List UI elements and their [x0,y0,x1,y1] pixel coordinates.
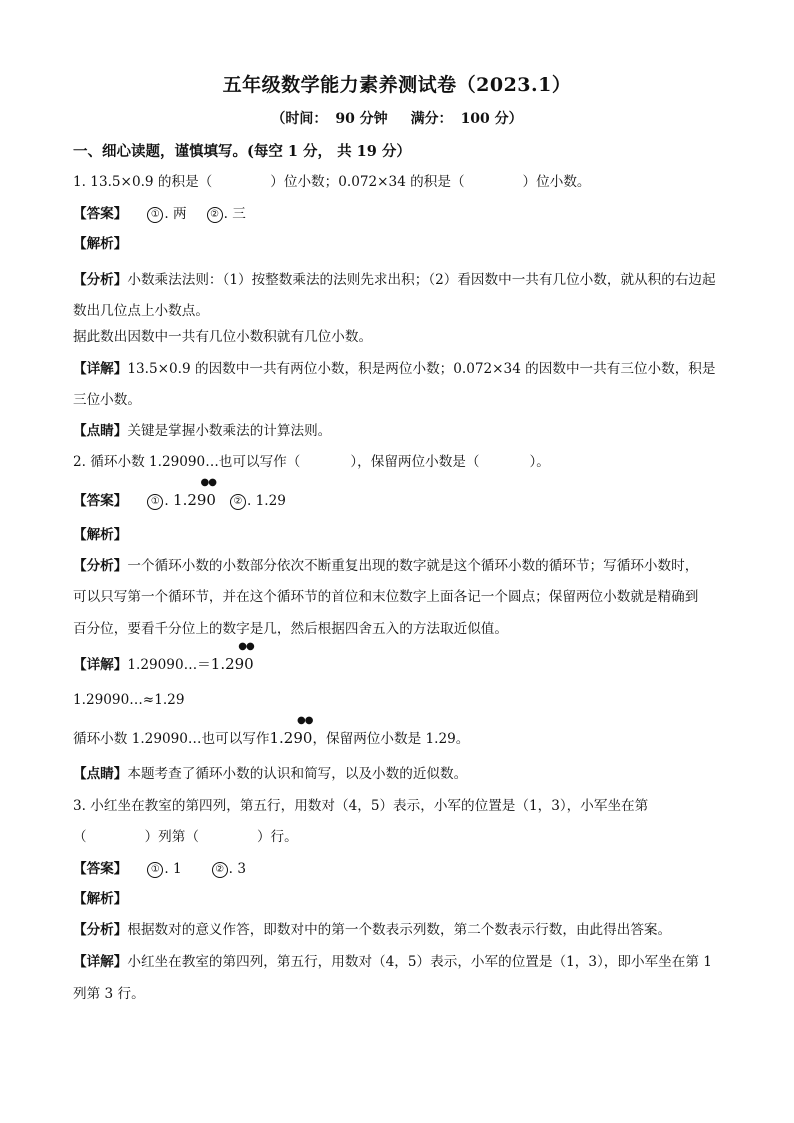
q2-detail-text: 1.29090…＝ [127,657,211,673]
q1-text-b: ）位小数；0.072×34 的积是（ [270,174,465,190]
q2-dianjing-text: 本题考查了循环小数的认识和简写，以及小数的近似数。 [127,766,468,782]
q3-detail [73,952,712,972]
fenxi-tag: 【分析】 [73,558,128,574]
score-label: 满分： [410,111,453,127]
detail-tag: 【详解】 [73,657,128,673]
dianjing-tag: 【点睛】 [73,766,128,782]
q1-dianjing-text: 关键是掌握小数乘法的计算法则。 [127,423,332,439]
time-value: 90 分钟 [335,111,388,127]
answer-tag: 【答案】 [73,206,128,222]
q2-fenxi [73,556,698,576]
answer-tag: 【答案】 [73,493,128,509]
score-value: 100 分） [460,111,523,127]
q1-answer-1: . 两 [164,206,187,222]
repeat-dots: ●● [200,477,216,488]
repeating-decimal [269,715,313,748]
q3-detail-2: 列第 3 行。 [73,986,145,1002]
question-3-line-2 [73,827,298,847]
time-label: （时间： [271,111,328,127]
q1-detail [73,359,716,379]
answer-tag: 【答案】 [73,861,128,877]
q3-detail-text: 小红坐在教室的第四列，第五行，用数对（4，5）表示，小军的位置是（1，3），即小军坐在第 1 [127,954,712,970]
q2-answer-2: . 1.29 [246,493,286,509]
q3-fenxi-text: 根据数对的意义作答，即数对中的第一个数表示列数，第二个数表示行数，由此得出答案。 [127,922,672,938]
q3-answer-1: . 1 [164,861,182,877]
q3-text-2b: ）列第（ [144,829,199,845]
repeating-decimal [173,477,216,510]
q1-detail-2: 三位小数。 [73,392,141,408]
q1-answer [73,204,246,224]
q2-analysis-tag [73,525,127,545]
circled-1: ① [147,207,163,223]
page-title: 五年级数学能力素养测试卷（2023.1） [222,74,572,96]
question-3: 3. 小红坐在教室的第四列，第五行，用数对（4，5）表示，小军的位置是（1，3），小军坐在第 [73,798,649,814]
analysis-tag: 【解析】 [73,236,128,252]
circled-2: ② [207,207,223,223]
circled-2: ② [230,494,246,510]
q1-analysis-tag [73,234,127,254]
q3-analysis-tag [73,889,127,909]
q2-detail-3a: 循环小数 1.29090…也可以写作 [73,731,270,747]
q1-fenxi-text: 小数乘法法则：（1）按整数乘法的法则先求出积；（2）看因数中一共有几位小数，就从积的右边起数出几位点上小数点。 [73,272,716,319]
q1-text-a: 1. 13.5×0.9 的积是（ [73,174,213,190]
detail-tag: 【详解】 [73,954,128,970]
q1-fenxi [73,265,723,327]
circled-2: ② [212,862,228,878]
q2-detail-3 [73,715,470,749]
q3-fenxi [73,920,671,940]
question-1 [73,172,591,192]
q3-answer [73,859,246,879]
repeat-dots: ●● [296,715,313,726]
q1-text-c: ）位小数。 [522,174,591,190]
q1-dianjing [73,421,331,441]
q2-answer-1-prefix: . [164,493,174,509]
q1-detail-text: 13.5×0.9 的因数中一共有两位小数，积是两位小数；0.072×34 的因数中一共有三位小数，积是 [127,361,716,377]
q2-text-c: ）。 [529,454,550,470]
q1-answer-2: . 三 [223,206,246,222]
q2-text-a: 2. 循环小数 1.29090…也可以写作（ [73,454,301,470]
question-2 [73,452,550,472]
q3-answer-2: . 3 [228,861,246,877]
q2-fenxi-text: 一个循环小数的小数部分依次不断重复出现的数字就是这个循环小数的循环节；写循环小数时， [127,558,699,574]
analysis-tag: 【解析】 [73,891,128,907]
q2-fenxi-2: 可以只写第一个循环节，并在这个循环节的首位和末位数字上面各记一个圆点；保留两位小数就是精确到 [73,589,699,605]
repeating-decimal [210,641,254,674]
q2-detail-3b: ，保留两位小数是 1.29。 [312,731,470,747]
q2-detail [73,641,254,675]
circled-1: ① [147,494,163,510]
repeat-dots: ●● [238,641,254,652]
exam-info [0,108,794,128]
q3-text-2a: （ [73,829,87,845]
analysis-tag: 【解析】 [73,527,128,543]
q2-text-b: ），保留两位小数是（ [350,454,480,470]
q2-answer [73,477,286,511]
repeat-base: 1.290 [269,729,313,747]
section-heading: 一、细心读题，谨慎填写。(每空 1 分， 共 19 分） [73,143,411,160]
repeat-base: 1.290 [210,655,254,673]
fenxi-tag: 【分析】 [73,272,128,288]
q2-detail-2: 1.29090…≈1.29 [73,692,185,708]
fenxi-tag: 【分析】 [73,922,128,938]
circled-1: ① [147,862,163,878]
q1-fenxi-2: 据此数出因数中一共有几位小数积就有几位小数。 [73,329,373,345]
q2-dianjing [73,764,467,784]
q3-text-2c: ）行。 [256,829,298,845]
dianjing-tag: 【点睛】 [73,423,128,439]
q2-fenxi-3: 百分位，要看千分位上的数字是几，然后根据四舍五入的方法取近似值。 [73,621,508,637]
detail-tag: 【详解】 [73,361,128,377]
repeat-base: 1.290 [173,491,216,509]
